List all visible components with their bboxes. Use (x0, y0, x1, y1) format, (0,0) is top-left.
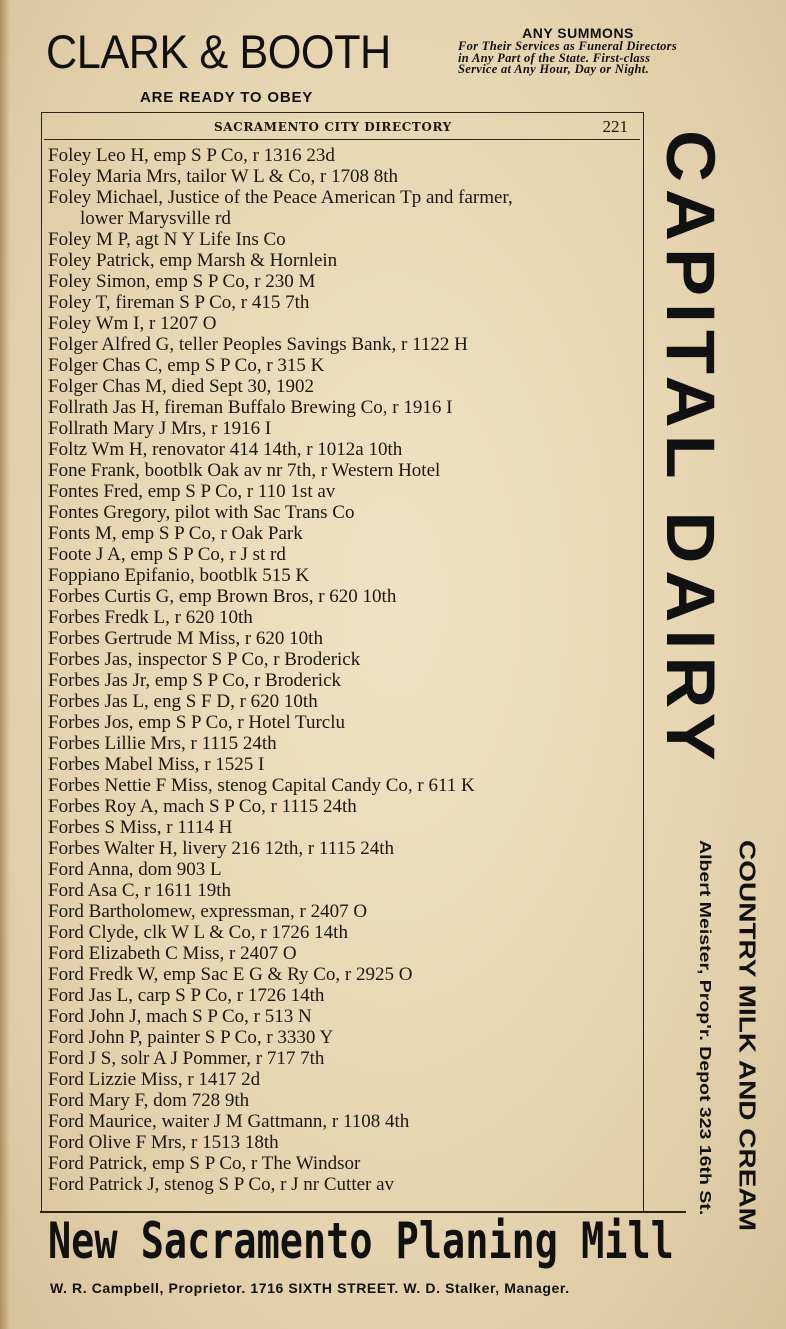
list-item: Ford Elizabeth C Miss, r 2407 O (48, 943, 297, 964)
running-header (44, 117, 640, 140)
list-item: Forbes Walter H, livery 216 12th, r 1115 24th (48, 838, 395, 859)
list-item: Ford Maurice, waiter J M Gattmann, r 1108 4th (48, 1111, 410, 1132)
list-item: Forbes Nettie F Miss, stenog Capital Candy Co, r 611 K (48, 775, 475, 796)
list-item: Ford John J, mach S P Co, r 513 N (48, 1006, 312, 1027)
list-item: Forbes Jos, emp S P Co, r Hotel Turclu (48, 712, 345, 733)
directory-title: SACRAMENTO CITY DIRECTORY (214, 120, 452, 134)
summons-body: For Their Services as Funeral Directors in Any Part of the State. First-class Service at Any Hour, Day or Night. (458, 39, 677, 76)
list-item: Ford Patrick, emp S P Co, r The Windsor (48, 1153, 361, 1174)
list-item: Foley Wm I, r 1207 O (48, 313, 217, 334)
list-item: Ford Asa C, r 1611 19th (48, 880, 231, 901)
list-item: Foote J A, emp S P Co, r J st rd (48, 544, 286, 565)
list-item: Foley T, fireman S P Co, r 415 7th (48, 292, 310, 313)
list-item: Ford Bartholomew, expressman, r 2407 O (48, 901, 368, 922)
dairy-proprietor-line: Albert Meister, Prop'r. Depot 323 16th St. (695, 840, 715, 1216)
page-number: 221 (602, 117, 628, 136)
list-item: Ford John P, painter S P Co, r 3330 Y (48, 1027, 334, 1048)
summons-notice (458, 26, 688, 76)
list-item: Forbes Curtis G, emp Brown Bros, r 620 10th (48, 586, 397, 607)
list-item: Forbes Lillie Mrs, r 1115 24th (48, 733, 277, 754)
list-item: Ford Anna, dom 903 L (48, 859, 222, 880)
list-item: Follrath Jas H, fireman Buffalo Brewing Co, r 1916 I (48, 397, 453, 418)
list-item: Ford Mary F, dom 728 9th (48, 1090, 250, 1111)
list-item: Fonts M, emp S P Co, r Oak Park (48, 523, 303, 544)
list-item: Forbes Gertrude M Miss, r 620 10th (48, 628, 323, 649)
list-item: Forbes Jas, inspector S P Co, r Broderick (48, 649, 361, 670)
top-advertisement (0, 0, 786, 112)
list-item: Foppiano Epifanio, bootblk 515 K (48, 565, 310, 586)
list-item: Foley Leo H, emp S P Co, r 1316 23d (48, 145, 335, 166)
advertiser-name: CLARK & BOOTH (46, 25, 391, 78)
list-item: Ford Clyde, clk W L & Co, r 1726 14th (48, 922, 348, 943)
list-item: Follrath Mary J Mrs, r 1916 I (48, 418, 272, 439)
list-item: Forbes Jas Jr, emp S P Co, r Broderick (48, 670, 342, 691)
advertiser-tagline: ARE READY TO OBEY (140, 89, 314, 106)
list-item-continuation: lower Marysville rd (80, 208, 231, 229)
list-item: Fone Frank, bootblk Oak av nr 7th, r Western Hotel (48, 460, 441, 481)
list-item: Forbes Fredk L, r 620 10th (48, 607, 253, 628)
side-advertisement (645, 118, 786, 1231)
list-item: Ford J S, solr A J Pommer, r 717 7th (48, 1048, 325, 1069)
list-item: Folger Chas C, emp S P Co, r 315 K (48, 355, 325, 376)
list-item: Forbes Roy A, mach S P Co, r 1115 24th (48, 796, 357, 817)
list-item: Ford Lizzie Miss, r 1417 2d (48, 1069, 261, 1090)
mill-proprietor-line: W. R. Campbell, Proprietor. 1716 SIXTH STREET. W. D. Stalker, Manager. (50, 1280, 570, 1296)
directory-listing (48, 145, 644, 1195)
list-item: Forbes Jas L, eng S F D, r 620 10th (48, 691, 318, 712)
list-item: Folger Chas M, died Sept 30, 1902 (48, 376, 314, 397)
list-item: Ford Fredk W, emp Sac E G & Ry Co, r 2925 O (48, 964, 413, 985)
list-item: Foley Michael, Justice of the Peace American Tp and farmer, (48, 187, 513, 208)
mill-headline: New Sacramento Planing Mill (48, 1212, 674, 1270)
list-item: Forbes Mabel Miss, r 1525 I (48, 754, 265, 775)
list-item: Foley Patrick, emp Marsh & Hornlein (48, 250, 338, 271)
dairy-headline: CAPITAL DAIRY (652, 130, 728, 768)
list-item: Folger Alfred G, teller Peoples Savings Bank, r 1122 H (48, 334, 468, 355)
summons-heading: ANY SUMMONS (522, 25, 634, 41)
list-item: Foley M P, agt N Y Life Ins Co (48, 229, 286, 250)
list-item: Fontes Gregory, pilot with Sac Trans Co (48, 502, 355, 523)
list-item: Forbes S Miss, r 1114 H (48, 817, 233, 838)
page-edge (0, 0, 10, 1329)
list-item: Ford Olive F Mrs, r 1513 18th (48, 1132, 279, 1153)
list-item: Fontes Fred, emp S P Co, r 110 1st av (48, 481, 336, 502)
list-item: Ford Jas L, carp S P Co, r 1726 14th (48, 985, 325, 1006)
list-item: Foley Maria Mrs, tailor W L & Co, r 1708 8th (48, 166, 399, 187)
list-item: Foley Simon, emp S P Co, r 230 M (48, 271, 316, 292)
list-item: Ford Patrick J, stenog S P Co, r J nr Cutter av (48, 1174, 395, 1195)
dairy-products-line: COUNTRY MILK AND CREAM (734, 840, 761, 1231)
list-item: Foltz Wm H, renovator 414 14th, r 1012a 10th (48, 439, 403, 460)
